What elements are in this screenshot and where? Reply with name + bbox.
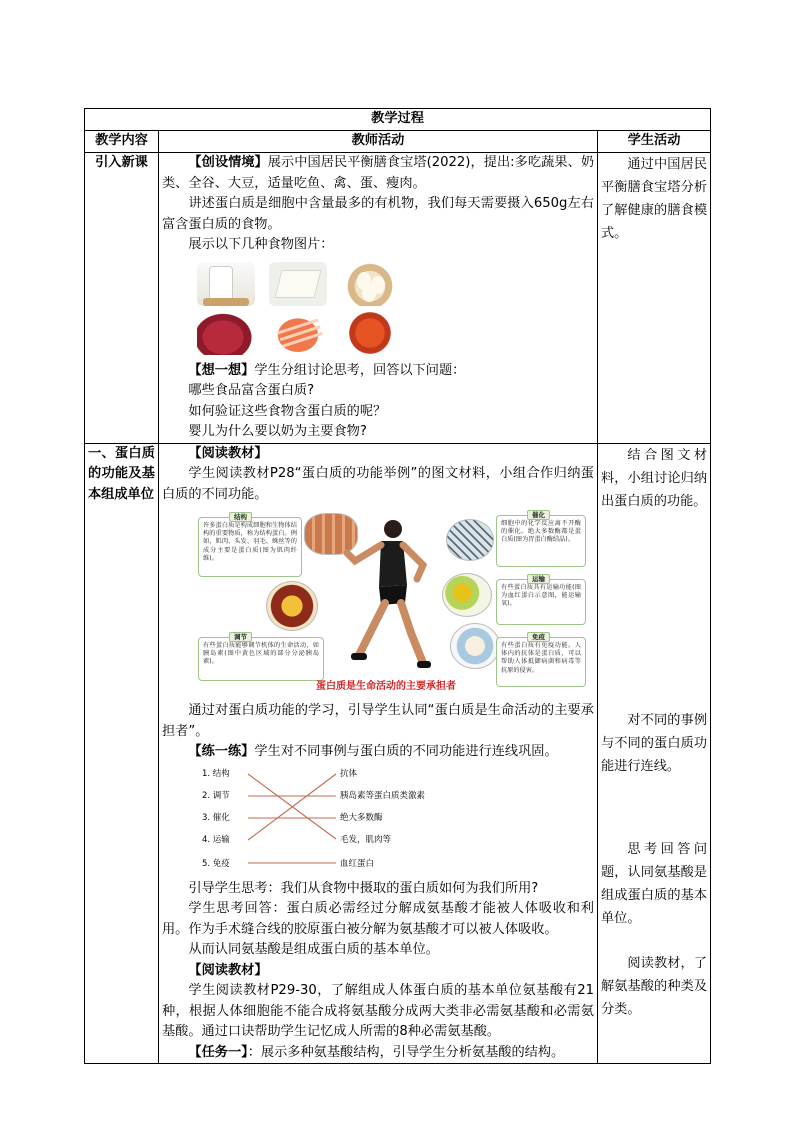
tofu-image <box>269 262 327 306</box>
transport-text: 有些蛋白质具有运输功能(图为血红蛋白示意图，能运输氧)。 <box>501 584 581 608</box>
milk-image <box>197 262 255 306</box>
read1-title: 【阅读教材】 <box>188 445 268 461</box>
transport-callout <box>496 575 586 625</box>
match-lines <box>202 767 462 875</box>
shrimp-image <box>341 311 399 355</box>
catalysis-callout <box>496 511 586 567</box>
guide-question: 引导学生思考：我们从食物中摄取的蛋白质如何为我们所用? <box>188 880 539 896</box>
student-activity-intro <box>598 153 711 444</box>
match-right-1: 抗体 <box>340 768 358 779</box>
task-text: ：展示多种氨基酸结构，引导学生分析氨基酸的结构。 <box>247 1044 565 1060</box>
regulation-tag: 调节 <box>229 632 252 642</box>
think-paragraph <box>162 361 594 382</box>
match-left-3: 3. 催化 <box>202 812 230 823</box>
islet-image <box>266 581 318 631</box>
structure-text: 许多蛋白质是构成细胞和生物体结构的重要物质，称为结构蛋白。例如，肌肉、头发、羽毛、蛛丝等的成分主要是蛋白质(图为肌肉纤维)。 <box>203 522 297 562</box>
think-text: 学生分组讨论思考，回答以下问题： <box>254 362 466 378</box>
athlete-image <box>341 515 431 675</box>
structure-callout <box>198 513 302 577</box>
matching-exercise <box>202 767 462 875</box>
match-right-3: 绝大多数酶 <box>340 812 383 823</box>
match-left-4: 4. 运输 <box>202 834 230 845</box>
section-label-intro: 引入新课 <box>85 153 159 444</box>
transport-tag: 运输 <box>527 574 550 584</box>
structure-tag: 结构 <box>229 512 252 522</box>
col-header-student: 学生活动 <box>598 131 711 153</box>
match-right-5: 血红蛋白 <box>340 858 375 869</box>
eggs-image <box>341 262 399 306</box>
situation-title: 【创设情境】 <box>188 155 268 170</box>
food-images <box>197 262 594 355</box>
regulation-text: 有些蛋白质能够调节机体的生命活动，如胰岛素(图中黄色区域的部分分泌胰岛素)。 <box>203 642 319 666</box>
hemoglobin-image <box>442 573 492 617</box>
figure-caption: 蛋白质是生命活动的主要承担者 <box>316 681 456 692</box>
teacher-activity-protein <box>159 443 598 1064</box>
col-header-teacher: 教师活动 <box>159 131 598 153</box>
task-paragraph <box>162 1043 594 1064</box>
practice-text: 学生对不同事例与蛋白质的不同功能进行连线巩固。 <box>254 744 558 759</box>
teacher-activity-intro <box>159 153 598 444</box>
read2-text: 学生阅读教材P29-30，了解组成人体蛋白质的基本单位氨基酸有21种，根据人体细胞能不能合成将氨基酸分成两大类非必需氨基酸和必需氨基酸。通过口诀帮助学生记忆成人所需的8种必需氨基酸。 <box>162 983 594 1039</box>
question-1: 哪些食品富含蛋白质? <box>188 383 315 398</box>
summary-paragraph: 通过对蛋白质功能的学习，引导学生认同“蛋白质是生命活动的主要承担者”。 <box>162 703 594 739</box>
table-row-intro <box>85 153 711 444</box>
conclusion-paragraph: 从而认同氨基酸是组成蛋白质的基本单位。 <box>188 942 439 957</box>
guide-answer: 学生思考回答：蛋白质必需经过分解成氨基酸才能被人体吸收和利用。作为手术缝合线的胶原蛋白被分解为氨基酸才可以被人体吸收。 <box>162 901 594 937</box>
protein-intake-paragraph: 讲述蛋白质是细胞中含量最多的有机物，我们每天需要摄入650g左右富含蛋白质的食物。 <box>162 196 594 232</box>
regulation-callout <box>198 633 324 681</box>
task-title: 【任务一】 <box>188 1044 248 1060</box>
match-right-2: 胰岛素等蛋白质类激素 <box>340 790 426 801</box>
teaching-process-table <box>84 108 711 1064</box>
read2-title: 【阅读教材】 <box>188 962 268 978</box>
student-intro-text: 通过中国居民平衡膳食宝塔分析了解健康的膳食模式。 <box>601 157 708 241</box>
salmon-image <box>269 311 327 355</box>
immunity-callout <box>496 633 586 687</box>
col-header-content: 教学内容 <box>85 131 159 153</box>
student-text-3: 思考回答问题，认同氨基酸是组成蛋白质的基本单位。 <box>601 841 708 926</box>
show-food-paragraph: 展示以下几种食物图片： <box>188 237 334 252</box>
situation-paragraph <box>162 153 594 194</box>
match-left-2: 2. 调节 <box>202 790 230 801</box>
match-right-4: 毛发，肌肉等 <box>340 834 392 845</box>
section-label-protein: 一、蛋白质的功能及基本组成单位 <box>85 443 159 1064</box>
catalysis-text: 细胞中的化学反应离不开酶的催化。绝大多数酶都是蛋白质(图为胃蛋白酶结晶)。 <box>501 520 581 544</box>
immunity-tag: 免疫 <box>527 632 550 642</box>
question-2: 如何验证这些食物含蛋白质的呢？ <box>188 403 387 419</box>
table-title: 教学过程 <box>85 109 711 131</box>
catalysis-tag: 催化 <box>527 510 550 520</box>
question-3: 婴儿为什么要以奶为主要食物? <box>188 424 367 439</box>
think-title: 【想一想】 <box>188 362 255 378</box>
protein-function-figure <box>196 509 586 697</box>
read1-text: 学生阅读教材P28“蛋白质的功能举例”的图文材料，小组合作归纳蛋白质的不同功能。 <box>162 466 594 502</box>
match-left-1: 1. 结构 <box>202 768 230 779</box>
enzyme-crystal-image <box>446 519 494 561</box>
student-activity-protein <box>598 443 711 1064</box>
practice-title: 【练一练】 <box>188 744 255 759</box>
student-text-1: 结合图文材料，小组讨论归纳出蛋白质的功能。 <box>601 447 708 509</box>
match-left-5: 5. 免疫 <box>202 858 230 869</box>
situation-text: 展示中国居民平衡膳食宝塔(2022)，提出:多吃蔬果、奶类、全谷、大豆，适量吃鱼、禽、蛋、瘦肉。 <box>162 155 595 191</box>
beef-image <box>197 311 255 355</box>
student-text-2: 对不同的事例与不同的蛋白质功能进行连线。 <box>601 712 708 774</box>
table-row-protein <box>85 443 711 1064</box>
antibody-image <box>450 623 500 669</box>
student-text-4: 阅读教材，了解氨基酸的种类及分类。 <box>601 955 708 1017</box>
immunity-text: 有些蛋白质有免疫功能。人体内的抗体是蛋白质，可以帮助人体抵御病菌和病毒等抗原的侵害。 <box>501 642 581 674</box>
practice-paragraph <box>162 742 594 763</box>
